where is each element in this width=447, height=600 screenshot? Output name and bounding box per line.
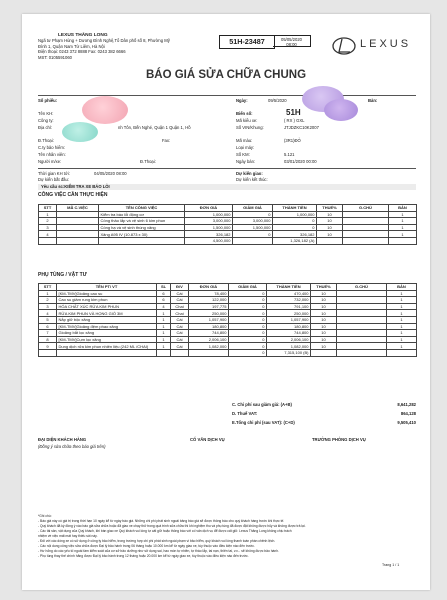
company-info bbox=[38, 33, 228, 60]
parts-cell bbox=[337, 316, 387, 323]
parts-cell: 10 bbox=[311, 343, 337, 350]
table-row bbox=[39, 211, 417, 218]
parts-cell: 1,082,000 bbox=[267, 343, 311, 350]
table-row bbox=[39, 310, 417, 317]
parts-cell bbox=[337, 336, 387, 343]
parts-cell: Chai bbox=[171, 303, 189, 310]
parts-cell: 7 bbox=[39, 330, 57, 337]
labor-total-cell bbox=[317, 237, 343, 244]
parts-header-cell: STT bbox=[39, 284, 57, 291]
sig-manager: TRƯỞNG PHÒNG DỊCH VỤ bbox=[312, 437, 366, 442]
parts-cell: Cái bbox=[171, 343, 189, 350]
parts-header-cell: THUẾ% bbox=[311, 284, 337, 291]
parts-cell: [KM-TMV]Cụm lọc xăng bbox=[57, 336, 157, 343]
parts-header-cell: GIẢM GIÁ bbox=[229, 284, 267, 291]
summary-label: D. Thuế VAT: bbox=[232, 411, 258, 416]
labor-cell: 0 bbox=[233, 231, 273, 238]
parts-total-cell bbox=[39, 349, 57, 356]
ngay-value: 09/5/2020 bbox=[268, 98, 287, 103]
ngay-ban-label: Ngày bán: bbox=[236, 159, 256, 164]
labor-total-cell: 1,326,182 (A) bbox=[273, 237, 317, 244]
labor-cell: 10 bbox=[317, 231, 343, 238]
parts-cell: 1 bbox=[387, 343, 417, 350]
company-name: LEXUS THĂNG LONG bbox=[58, 33, 108, 38]
table-row bbox=[39, 290, 417, 297]
du-kien-giao-label: Dự kiến giao: bbox=[236, 171, 263, 176]
parts-cell: 2 bbox=[39, 297, 57, 304]
parts-cell bbox=[337, 290, 387, 297]
parts-cell: 1 bbox=[157, 330, 171, 337]
summary-value: 864,128 bbox=[400, 411, 416, 416]
parts-total-cell: 7,315,100 (B) bbox=[267, 349, 311, 356]
labor-total-cell bbox=[99, 237, 185, 244]
parts-cell bbox=[337, 323, 387, 330]
labor-cell: 1,500,000 bbox=[233, 224, 273, 231]
thoi-gian-kh-label: Thời gian KH tới: bbox=[38, 171, 70, 176]
company-address-2: Đình 1, Quận Nam Từ Liêm, Hà Nội bbox=[38, 43, 105, 49]
parts-total-cell bbox=[157, 349, 171, 356]
labor-cell: 0 bbox=[233, 211, 273, 218]
ban-label: Bản: bbox=[368, 98, 378, 103]
labor-cell: 326,182 bbox=[273, 231, 317, 238]
divider bbox=[38, 95, 416, 96]
note-line: - Các nội dung công việc sửa chữa được Đại lý bảo hành trong 06 tháng hoặc 10.000 km kể từ ngày giao xe, tùy thuộc vào điều kiện nào đến trước. bbox=[38, 544, 255, 548]
labor-cell bbox=[343, 218, 389, 225]
parts-total-cell bbox=[171, 349, 189, 356]
note-line: nhiệm về việc mất mát hay thiếu sót này. bbox=[38, 534, 98, 538]
labor-total-cell: 4,500,000 bbox=[185, 237, 233, 244]
so-km-value: 5.121 bbox=[284, 152, 295, 157]
so-vin-value: JTJDZKC10K2007 bbox=[284, 125, 319, 130]
labor-cell: 3,000,000 bbox=[233, 218, 273, 225]
labor-table bbox=[38, 204, 417, 245]
parts-cell: 6 bbox=[39, 323, 57, 330]
note-line: - Hư hỏng do các yếu tố ngoài tầm kiểm soát của cơ sở bảo dưỡng như sử dụng sai, hao mòn tự nhiên, tự tháo lắp, tai nạn, thiên tai, v.v... sẽ không được bảo hành. bbox=[38, 549, 279, 553]
parts-cell: 1 bbox=[39, 290, 57, 297]
summary-label: C. Chi phí sau giảm giá: (A+B) bbox=[232, 402, 292, 407]
parts-header-cell: SL bbox=[157, 284, 171, 291]
parts-cell: [KM-TMV]Gioăng cao su bbox=[57, 290, 157, 297]
parts-cell bbox=[337, 343, 387, 350]
parts-cell: Cái bbox=[171, 290, 189, 297]
parts-header-cell: ĐƠN GIÁ bbox=[189, 284, 229, 291]
fax-label: Fax: bbox=[162, 138, 171, 143]
parts-cell bbox=[337, 330, 387, 337]
parts-cell: 0 bbox=[229, 290, 267, 297]
labor-cell: 326,182 bbox=[185, 231, 233, 238]
parts-total-row bbox=[39, 349, 417, 356]
parts-cell: 1 bbox=[387, 303, 417, 310]
parts-cell: 10 bbox=[311, 290, 337, 297]
ma-mau-label: Mã màu: bbox=[236, 138, 253, 143]
parts-cell: 3 bbox=[39, 303, 57, 310]
ten-nhan-vien-label: Tên nhân viên: bbox=[38, 152, 66, 157]
parts-cell: 1 bbox=[387, 310, 417, 317]
parts-total-cell bbox=[337, 349, 387, 356]
parts-cell: 732,000 bbox=[267, 297, 311, 304]
parts-header-cell: THÀNH TIỀN bbox=[267, 284, 311, 291]
labor-cell: 1,000,000 bbox=[185, 211, 233, 218]
ma-mau-value: (3R1)ĐỎ bbox=[284, 138, 301, 143]
labor-total-row bbox=[39, 237, 417, 244]
parts-total-cell: 0 bbox=[229, 349, 267, 356]
so-km-label: Số KM: bbox=[236, 152, 250, 157]
so-phieu-label: Số phiếu: bbox=[38, 98, 58, 103]
labor-header-row bbox=[39, 205, 417, 212]
parts-cell: 0 bbox=[229, 323, 267, 330]
parts-body bbox=[39, 290, 417, 356]
parts-cell: 2,006,100 bbox=[267, 336, 311, 343]
parts-cell: RỬA KIM PHUN VÀ HỌNG GIÓ 3M bbox=[57, 310, 157, 317]
parts-table bbox=[38, 283, 417, 357]
note-line: - Đối với các dòng xe có sử dụng ở công ty bảo hiểm, trong trường hợp chi phí phát sinh ngoài phạm vi bảo hiểm, quý khách vui lòng thanh toán phần chênh lệch. bbox=[38, 539, 276, 543]
labor-cell: 1 bbox=[389, 231, 417, 238]
labor-cell: 1 bbox=[389, 218, 417, 225]
parts-cell: 180,800 bbox=[189, 323, 229, 330]
parts-cell: 10 bbox=[311, 310, 337, 317]
parts-cell: Cái bbox=[171, 330, 189, 337]
parts-cell: 1 bbox=[157, 323, 171, 330]
labor-cell: 3,000,000 bbox=[185, 218, 233, 225]
du-kien-bat-dau-label: Dự kiến bắt đầu: bbox=[38, 177, 69, 182]
parts-cell: 0 bbox=[229, 330, 267, 337]
parts-header-row bbox=[39, 284, 417, 291]
parts-cell: 5 bbox=[39, 316, 57, 323]
parts-cell: 250,000 bbox=[267, 310, 311, 317]
parts-cell: 1 bbox=[387, 330, 417, 337]
summary bbox=[232, 400, 416, 427]
note-line: - Các tài sản, vật dụng của Quý khách, khi bàn giao xe Quý khách vui lòng tự cất giữ hoặc thông báo với cố vấn dịch vụ để được cất giữ. Lexus Thăng Long không chịu trách bbox=[38, 529, 292, 533]
parts-cell: 0 bbox=[229, 303, 267, 310]
parts-cell: 1,057,900 bbox=[267, 316, 311, 323]
parts-section-title: PHỤ TÙNG / VẬT TƯ bbox=[38, 272, 87, 278]
parts-cell: 4 bbox=[39, 310, 57, 317]
parts-cell: Cái bbox=[171, 316, 189, 323]
parts-cell: HÓA CHẤT XÚC RỬA KIM PHUN bbox=[57, 303, 157, 310]
parts-cell bbox=[337, 303, 387, 310]
labor-total-cell bbox=[389, 237, 417, 244]
bien-so-value: 51H bbox=[286, 108, 301, 117]
parts-cell: 180,800 bbox=[267, 323, 311, 330]
parts-cell: Nắp giữ bộc xăng bbox=[57, 316, 157, 323]
ngay-ban-value: 03/01/2020 00:00 bbox=[284, 159, 317, 164]
parts-cell bbox=[337, 297, 387, 304]
company-tax: MST: 0105591060 bbox=[38, 54, 72, 60]
plate-number: 51H-23487 bbox=[219, 35, 275, 49]
ten-kh-label: Tên KH: bbox=[38, 111, 54, 116]
parts-cell: 1,082,000 bbox=[189, 343, 229, 350]
note-line: *Ghi chú: bbox=[38, 514, 52, 518]
summary-value: 8,641,282 bbox=[397, 402, 416, 407]
parts-cell: 122,000 bbox=[189, 297, 229, 304]
parts-total-cell bbox=[387, 349, 417, 356]
sig-advisor: CỐ VẤN DỊCH VỤ bbox=[190, 437, 225, 442]
parts-cell: 0 bbox=[229, 297, 267, 304]
parts-cell: 8 bbox=[39, 336, 57, 343]
labor-cell bbox=[343, 224, 389, 231]
cong-ty-label: Công ty: bbox=[38, 118, 54, 123]
labor-cell bbox=[57, 218, 99, 225]
divider bbox=[38, 168, 416, 169]
labor-section-title: CÔNG VIỆC CẦN THỰC HIỆN bbox=[38, 192, 108, 198]
parts-cell: 744,800 bbox=[267, 330, 311, 337]
labor-cell: 1,500,000 bbox=[185, 224, 233, 231]
sig-customer-sub: (Đồng ý sửa chữa theo báo giá trên) bbox=[38, 444, 106, 449]
labor-cell bbox=[57, 224, 99, 231]
labor-header-cell: GIẢM GIÁ bbox=[233, 205, 273, 212]
parts-cell: 10 bbox=[311, 336, 337, 343]
parts-cell: Dung dịch rửa kim phun nhiên liệu (242 ML /CHAI) bbox=[57, 343, 157, 350]
labor-cell: Công hạ và vệ sinh thùng xăng bbox=[99, 224, 185, 231]
parts-cell: Cái bbox=[171, 336, 189, 343]
labor-header-cell: MÃ C.VIỆC bbox=[57, 205, 99, 212]
parts-header-cell: G.CHÚ bbox=[337, 284, 387, 291]
labor-cell bbox=[343, 211, 389, 218]
labor-cell bbox=[343, 231, 389, 238]
thoi-gian-kh-value: 04/05/2020 08:00 bbox=[94, 171, 127, 176]
table-row bbox=[39, 343, 417, 350]
parts-cell: 6 bbox=[157, 297, 171, 304]
yeu-cau-text: Yêu cầu sc:KIỂM TRA XE BÁO LỖI bbox=[41, 184, 110, 189]
labor-total-cell bbox=[233, 237, 273, 244]
dia-chi-label: Địa chỉ: bbox=[38, 125, 52, 130]
parts-cell: 1 bbox=[387, 323, 417, 330]
parts-cell: 6 bbox=[157, 290, 171, 297]
labor-header-cell: STT bbox=[39, 205, 57, 212]
labor-cell bbox=[57, 231, 99, 238]
cty-bao-hiem-label: C.ty bảo hiểm: bbox=[38, 145, 65, 150]
parts-cell: 470,400 bbox=[267, 290, 311, 297]
parts-cell: 1 bbox=[387, 297, 417, 304]
labor-header-cell: THÀNH TIỀN bbox=[273, 205, 317, 212]
parts-cell bbox=[337, 310, 387, 317]
table-row bbox=[39, 323, 417, 330]
so-vin-label: Số VIN/Khung: bbox=[236, 125, 264, 130]
labor-cell: 2 bbox=[39, 218, 57, 225]
parts-cell: 1 bbox=[387, 336, 417, 343]
parts-cell: 78,400 bbox=[189, 290, 229, 297]
labor-cell: 10 bbox=[317, 211, 343, 218]
parts-cell: 1 bbox=[157, 316, 171, 323]
parts-total-cell bbox=[189, 349, 229, 356]
summary-line bbox=[232, 418, 416, 427]
table-row bbox=[39, 330, 417, 337]
labor-cell: Kiểm tra báo lỗi động cơ bbox=[99, 211, 185, 218]
labor-header-cell: ĐƠN GIÁ bbox=[185, 205, 233, 212]
labor-total-cell bbox=[343, 237, 389, 244]
parts-cell: 10 bbox=[311, 316, 337, 323]
labor-total-cell bbox=[39, 237, 57, 244]
redaction-sticker bbox=[82, 96, 128, 124]
labor-cell: 1 bbox=[389, 211, 417, 218]
parts-header-cell: Đ/V bbox=[171, 284, 189, 291]
parts-header-cell: BẢN bbox=[387, 284, 417, 291]
parts-cell: 9 bbox=[39, 343, 57, 350]
table-row bbox=[39, 316, 417, 323]
labor-cell: 1,000,000 bbox=[273, 211, 317, 218]
parts-cell: 10 bbox=[311, 303, 337, 310]
table-row bbox=[39, 231, 417, 238]
summary-label: E.Tổng chi phí (sau VAT): (C+D) bbox=[232, 420, 295, 425]
parts-cell: 1 bbox=[387, 316, 417, 323]
labor-total-cell bbox=[57, 237, 99, 244]
parts-total-cell bbox=[311, 349, 337, 356]
sig-customer: ĐẠI DIỆN KHÁCH HÀNG bbox=[38, 437, 87, 442]
table-row bbox=[39, 218, 417, 225]
notes bbox=[38, 514, 416, 559]
page-number: Trang 1 / 1 bbox=[382, 563, 400, 567]
parts-cell: Cái bbox=[171, 297, 189, 304]
labor-cell: 4 bbox=[39, 231, 57, 238]
parts-header-cell: TÊN PT/ VT bbox=[57, 284, 157, 291]
redaction-sticker bbox=[62, 122, 98, 142]
bien-so-label: Biển số: bbox=[236, 111, 253, 116]
parts-cell: 1,057,900 bbox=[189, 316, 229, 323]
parts-cell: 0 bbox=[229, 310, 267, 317]
ma-kieu-xe-value: ( RX ) GXL bbox=[284, 118, 305, 123]
loai-may-label: Loại máy: bbox=[236, 145, 255, 150]
parts-cell: 0 bbox=[229, 343, 267, 350]
dthoai-2-label: Đ.Thoại: bbox=[140, 159, 156, 164]
parts-cell: 0 bbox=[229, 336, 267, 343]
summary-line bbox=[232, 400, 416, 409]
labor-cell: 10 bbox=[317, 218, 343, 225]
labor-cell: Công thảo lắp và vệ sinh 6 kim phun bbox=[99, 218, 185, 225]
company-address: Ngã tư Phạm Hùng + Dương Đình Nghệ,Tổ Dân phố số 8, Phường Mỹ bbox=[38, 38, 170, 44]
parts-cell: [KM-TMV]Gioăng đệm phao xăng bbox=[57, 323, 157, 330]
brand-name: LEXUS bbox=[360, 38, 412, 50]
note-line: - Báo giá này có giá trị trong thời hạn 10 ngày kể từ ngày báo giá. Những chi phí phát sinh ngoài bảng báo giá sẽ được thông báo cho quý khách hàng trước khi thực tế. bbox=[38, 519, 285, 523]
note-line: - Quý khách đã ký đồng ý vào báo giá sửa chữa hoặc đã giao xe chạy thử trong quá trình sửa chữa thì khi nghiệm thu và phụ tùng đã được đặt không được hủy và không được trả lại. bbox=[38, 524, 306, 528]
labor-cell: 1 bbox=[389, 224, 417, 231]
parts-cell: 1 bbox=[157, 310, 171, 317]
parts-cell: Cao su giảm rung kim phun bbox=[57, 297, 157, 304]
nguoi-mx-label: Người m/xe: bbox=[38, 159, 62, 164]
lexus-logo bbox=[330, 32, 420, 60]
ma-kieu-xe-label: Mã kiểu xe: bbox=[236, 118, 258, 123]
summary-value: 9,505,410 bbox=[397, 420, 416, 425]
labor-cell: 0 bbox=[273, 224, 317, 231]
parts-cell: 791,100 bbox=[267, 303, 311, 310]
labor-cell: 10 bbox=[317, 224, 343, 231]
parts-cell: 10 bbox=[311, 323, 337, 330]
parts-cell: 1 bbox=[157, 343, 171, 350]
parts-cell: Cái bbox=[171, 323, 189, 330]
dthoai-label: Đ.Thoại: bbox=[38, 138, 54, 143]
labor-cell: Xăng A95 IV (10.873 x 30) bbox=[99, 231, 185, 238]
labor-cell: 0 bbox=[273, 218, 317, 225]
ngay-label: Ngày: bbox=[236, 98, 248, 103]
date-box-date: 05/05/2020 bbox=[281, 36, 302, 42]
parts-cell: 2,006,100 bbox=[189, 336, 229, 343]
quotation-page bbox=[22, 14, 430, 590]
parts-cell: 10 bbox=[311, 330, 337, 337]
parts-cell: 0 bbox=[229, 316, 267, 323]
redaction-sticker bbox=[324, 99, 358, 121]
summary-line bbox=[232, 409, 416, 418]
parts-cell: 4 bbox=[157, 303, 171, 310]
parts-cell: 250,000 bbox=[189, 310, 229, 317]
company-phone: Điện thoại: 0243 372 8888 Fax: 0243 382 6666 bbox=[38, 49, 126, 55]
labor-body bbox=[39, 211, 417, 244]
labor-header-cell: G.CHÚ bbox=[343, 205, 389, 212]
table-row bbox=[39, 303, 417, 310]
table-row bbox=[39, 336, 417, 343]
labor-header-cell: THUẾ% bbox=[317, 205, 343, 212]
page-title: BÁO GIÁ SỬA CHỮA CHUNG bbox=[145, 69, 307, 81]
parts-total-cell bbox=[57, 349, 157, 356]
table-row bbox=[39, 297, 417, 304]
labor-cell: 1 bbox=[39, 211, 57, 218]
du-kien-ket-thuc-label: Dự kiến kết thúc: bbox=[236, 177, 268, 182]
parts-cell: Chai bbox=[171, 310, 189, 317]
labor-header-cell: BẢN bbox=[389, 205, 417, 212]
parts-cell: 197,775 bbox=[189, 303, 229, 310]
table-row bbox=[39, 224, 417, 231]
parts-cell: 744,800 bbox=[189, 330, 229, 337]
parts-cell: 10 bbox=[311, 297, 337, 304]
parts-cell: 1 bbox=[387, 290, 417, 297]
date-box-time: 08:00 bbox=[286, 42, 297, 47]
dia-chi-value: nh Tôn, Bến Nghé, Quận 1 Quận 1, Hồ bbox=[118, 125, 191, 130]
labor-cell bbox=[57, 211, 99, 218]
parts-cell: Gioăng bắt lọc xăng bbox=[57, 330, 157, 337]
request-bar bbox=[38, 184, 416, 190]
note-line: - Phụ tùng thay thế chính hãng được Đại lý bảo hành trong 12 tháng hoặc 20.000 km kể từ ngày giao xe, tùy thuộc vào điều kiện nào đến trước. bbox=[38, 554, 249, 558]
labor-header-cell: TÊN CÔNG VIỆC bbox=[99, 205, 185, 212]
labor-cell: 3 bbox=[39, 224, 57, 231]
parts-cell: 1 bbox=[157, 336, 171, 343]
date-box bbox=[273, 35, 311, 47]
